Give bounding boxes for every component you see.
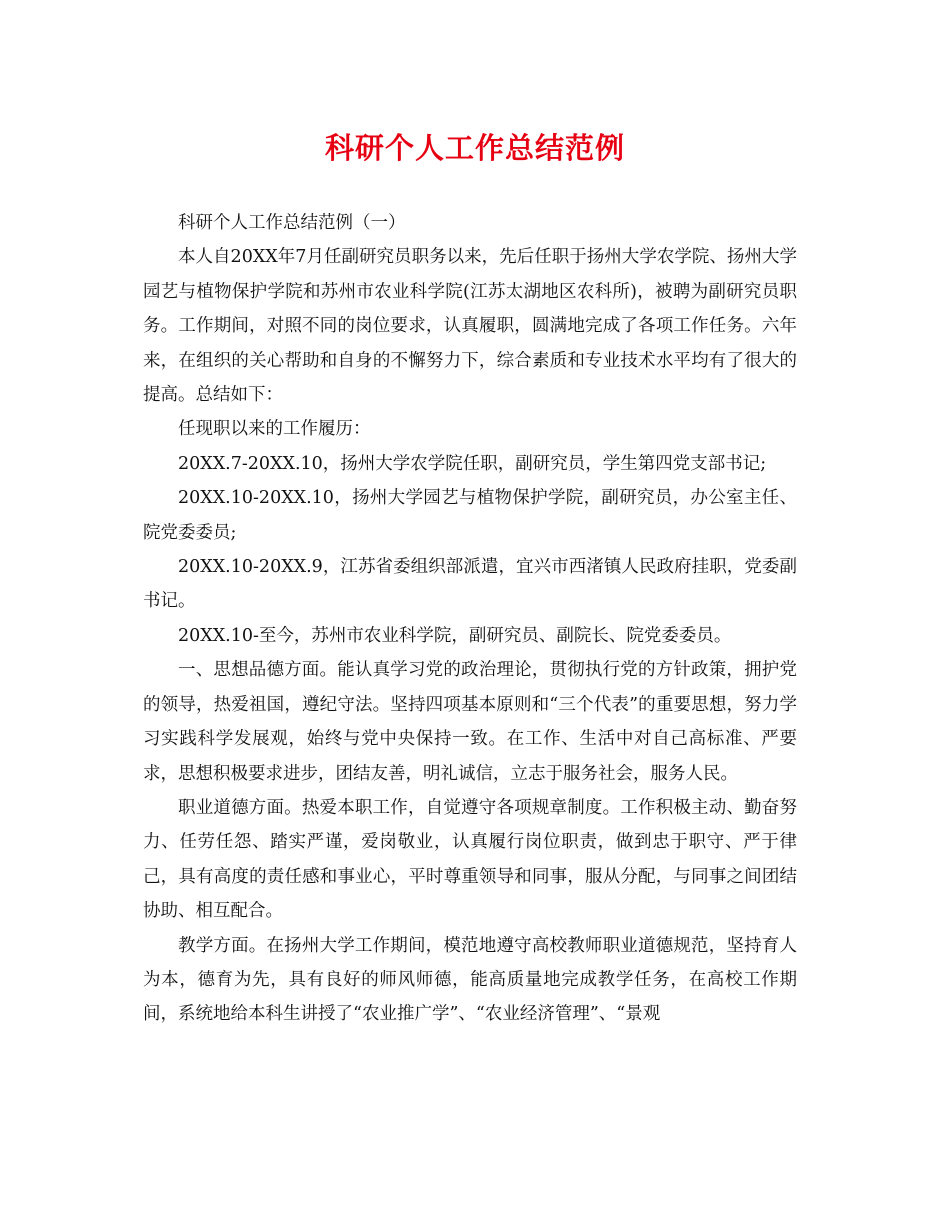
paragraph: 任现职以来的工作履历：	[178, 419, 371, 440]
document-body	[143, 206, 797, 1032]
paragraph: 本人自20XX年7月任副研究员职务以来，先后任职于扬州大学农学院、扬州大学园艺与植物保护学院和苏州市农业科学院(江苏太湖地区农科所)，被聘为副研究员职务。工作期间，对照不同的岗位要求，认真履职，圆满地完成了各项工作任务。六年来，在组织的关心帮助和自身的不懈努力下，综合素质和专业技术水平均有了很大的提高。总结如下：	[143, 247, 797, 406]
paragraph: 20XX.10-20XX.10，扬州大学园艺与植物保护学院，副研究员，办公室主任、院党委委员;	[143, 488, 797, 543]
paragraph: 科研个人工作总结范例（一）	[178, 213, 406, 233]
paragraph: 20XX.10-20XX.9，江苏省委组织部派遣，宜兴市西渚镇人民政府挂职，党委副书记。	[143, 557, 797, 612]
paragraph: 职业道德方面。热爱本职工作，自觉遵守各项规章制度。工作积极主动、勤奋努力、任劳任怨、踏实严谨，爱岗敬业，认真履行岗位职责，做到忠于职守、严于律己，具有高度的责任感和事业心，平时尊重领导和同事，服从分配，与同事之间团结协助、相互配合。	[143, 797, 797, 922]
paragraph: 20XX.7-20XX.10，扬州大学农学院任职，副研究员，学生第四党支部书记;	[178, 453, 767, 474]
paragraph: 20XX.10-至今，苏州市农业科学院，副研究员、副院长、院党委委员。	[178, 625, 732, 646]
document-title: 科研个人工作总结范例	[324, 131, 625, 165]
paragraph: 教学方面。在扬州大学工作期间，模范地遵守高校教师职业道德规范，坚持育人为本，德育为先，具有良好的师风师德，能高质量地完成教学任务，在高校工作期间，系统地给本科生讲授了“农业推广学”、“农业经济管理”、“景观	[143, 935, 797, 1025]
paragraph: 一、思想品德方面。能认真学习党的政治理论，贯彻执行党的方针政策，拥护党的领导，热爱祖国，遵纪守法。坚持四项基本原则和“三个代表”的重要思想，努力学习实践科学发展观，始终与党中央保持一致。在工作、生活中对自己高标准、严要求，思想积极要求进步，团结友善，明礼诚信，立志于服务社会，服务人民。	[143, 660, 797, 784]
